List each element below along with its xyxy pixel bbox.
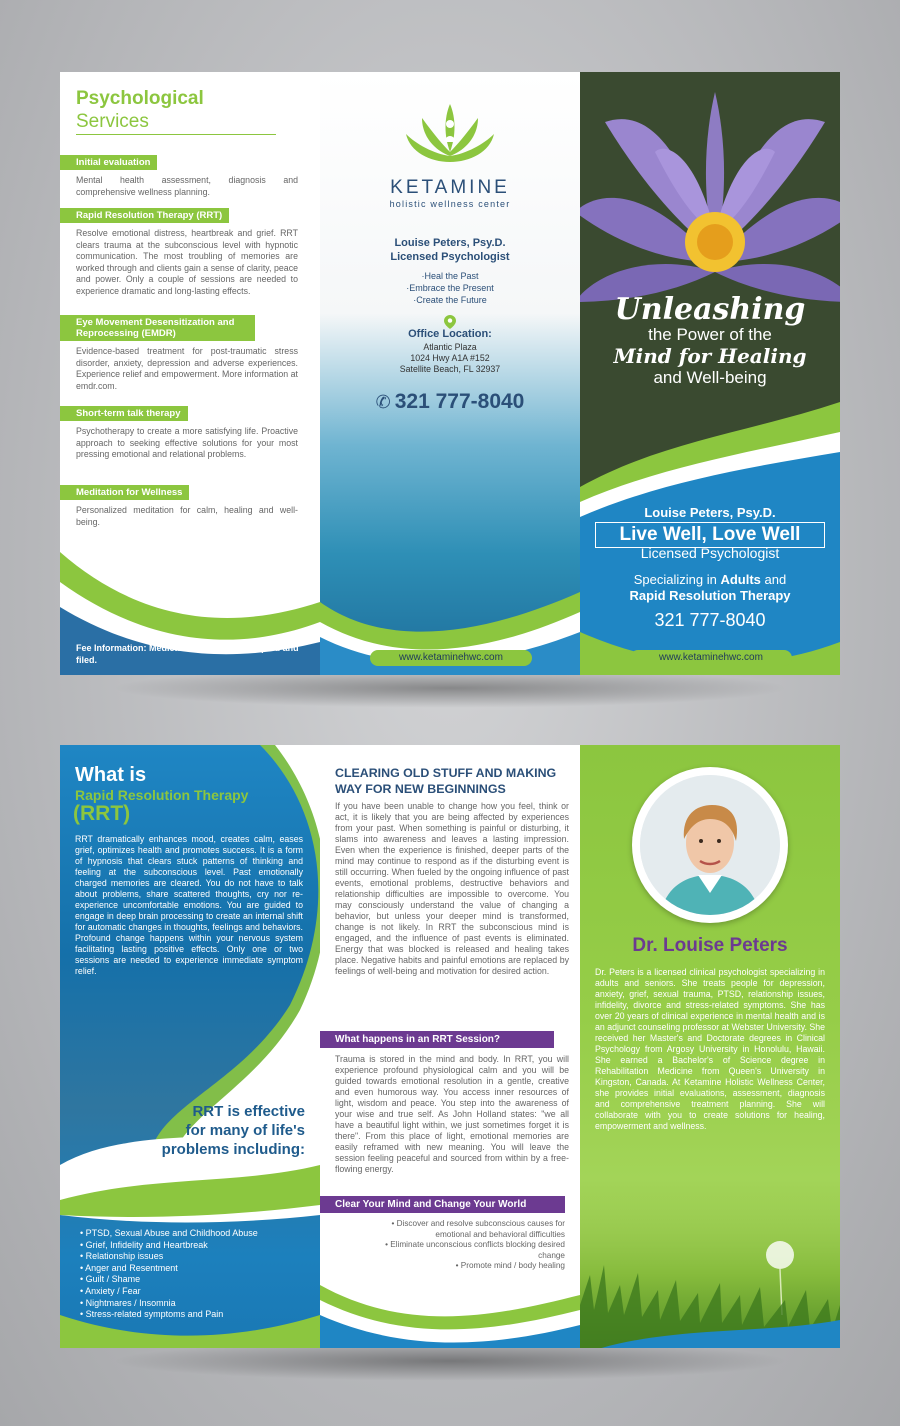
fee-info: Fee Information: Medicare and Tricare accepted and filed.: [76, 643, 299, 665]
lotus-logo-icon: [400, 96, 500, 176]
service-tag: Short-term talk therapy: [60, 406, 188, 421]
cover-panel: [580, 72, 840, 675]
clear-heading: Clear Your Mind and Change Your World: [320, 1196, 565, 1213]
service-item: [60, 403, 320, 461]
doctor-name: Louise Peters, Psy.D.: [644, 505, 776, 520]
bio-body: Dr. Peters is a licensed clinical psychologist specializing in adults and seniors. She treats people for depression, anxiety, grief, sexual trauma, PTSD, relationship issues, infidelity, divorce and stress-related symptoms. She has over 20 years of clinical experience in mental health and is an adjunct counseling professor at Webster University. She received her Master's and Doctorate degrees in Clinical Psychology from Argosy University in Honolulu, Hawaii. She earned a Bachelor's of Science degree in Rehabilitation Medicine from Queen's University in Kingston, Canada. At Ketamine Holistic Wellness Center, she provides initial evaluations, assessment, diagnosis and comprehensive treatment planning. She will collaborate with you to create solutions for healing, empowerment and wellness.: [595, 967, 825, 1131]
website-link[interactable]: www.ketaminehwc.com: [370, 650, 532, 666]
problems-list: [80, 1228, 310, 1321]
motto-list: ·Heal the Past ·Embrace the Present ·Create the Future: [406, 271, 494, 305]
office-address: Atlantic Plaza 1024 Hwy A1A #152 Satellite Beach, FL 32937: [399, 342, 501, 374]
list-item: • Relationship issues: [80, 1251, 164, 1262]
contact-panel: [320, 72, 580, 675]
service-desc: Psychotherapy to create a more satisfying life. Proactive approach to seeking effective solutions for your most pressing emotional and relational problems.: [76, 426, 298, 459]
rrt-heading: What is: [75, 764, 147, 786]
phone-number: ✆ 321 777-8040: [375, 390, 525, 413]
session-heading: What happens in an RRT Session?: [320, 1031, 554, 1048]
list-item: • Nightmares / Insomnia: [80, 1297, 176, 1308]
brochure-outside: [60, 72, 840, 675]
rrt-subheading: Rapid Resolution Therapy: [75, 787, 249, 803]
services-title: Psychological Services: [76, 88, 204, 132]
tagline: Live Well, Love Well: [595, 522, 825, 548]
rrt-effective-heading: RRT is effective for many of life's problems including:: [161, 1103, 305, 1158]
location-pin-icon: [444, 315, 456, 329]
service-desc: Personalized meditation for calm, healing and well-being.: [76, 505, 298, 527]
website-link[interactable]: www.ketaminehwc.com: [630, 650, 792, 666]
service-desc: Evidence-based treatment for post-traumatic stress disorder, anxiety, depression and adverse experiences. Experience relief and empowerment. More information at emdr.com.: [76, 346, 298, 391]
brochure-inside: [60, 745, 840, 1348]
rrt-abbr: (RRT): [73, 802, 131, 825]
specialization: Specializing in Adults and Rapid Resolution Therapy: [629, 572, 791, 603]
service-tag: Eye Movement Desensitization and Reprocessing (EMDR): [60, 315, 255, 341]
bio-panel: [580, 745, 840, 1348]
cover-slogan: Unleashing the Power of the Mind for Healing and Well-being: [613, 292, 807, 387]
service-item: [60, 152, 320, 198]
list-item: • Promote mind / body healing: [455, 1261, 565, 1270]
phone-icon: ✆: [375, 392, 391, 412]
service-desc: Resolve emotional distress, heartbreak and grief. RRT clears trauma at the subconscious level with hypnotic communication. The most troubling of memories are worked through and clients gain a sense of clarity, peace and power. Only a couple of sessions are needed to experience dramatic and long-lasting effects.: [76, 228, 298, 296]
brand-name: KETAMINE: [390, 177, 510, 198]
list-item: • Discover and resolve subconscious causes for emotional and behavioral difficulties: [391, 1219, 565, 1239]
doctor-name: Louise Peters, Psy.D. Licensed Psychologist: [390, 237, 510, 263]
list-item: • Grief, Infidelity and Heartbreak: [80, 1239, 208, 1250]
avatar: [640, 775, 780, 915]
session-body: Trauma is stored in the mind and body. In RRT, you will experience profound physiological calm and you will be guided towards emotional resolution in a gentle, creative and even humorous way. You access inner resources of light, wisdom and peace. You step into the awareness of your wise and true self. As John Holland states: "we all have a beautiful light within, we just sometimes forget it is there". From this place of light, emotional memories are easily reframed with new meaning. You will leave the session feeling peaceful and sourced from within by a free-flowing energy.: [335, 1054, 569, 1174]
service-item: [60, 315, 320, 392]
clearing-panel: [320, 745, 580, 1348]
service-desc: Mental health assessment, diagnosis and comprehensive wellness planning.: [76, 175, 298, 197]
title-divider: [76, 134, 276, 135]
rrt-panel: [60, 745, 320, 1348]
list-item: • Anxiety / Fear: [80, 1285, 141, 1296]
list-item: • Guilt / Shame: [80, 1274, 141, 1285]
service-item: [60, 205, 320, 297]
list-item: • Anger and Resentment: [80, 1262, 178, 1273]
list-item: • PTSD, Sexual Abuse and Childhood Abuse: [80, 1228, 258, 1238]
cover-phone: 321 777-8040: [654, 610, 766, 630]
office-heading: Office Location:: [408, 328, 492, 340]
wave-decoration: [320, 1265, 580, 1348]
doctor-role: Licensed Psychologist: [640, 545, 780, 561]
clearing-body: If you have been unable to change how you feel, think or act, it is likely that you are being affected by experiences from your past. When something is painful or disturbing, it slams into awareness and leaves a lasting impression. Even when the experience is finished, deeper parts of the mind may continue to respond as if the disturbing event is still occurring. When fueled by the ongoing influence of past events, emotional problems, destructive behaviors and relationship difficulties are impossible to overcome. You may consciously understand the value of changing a behavior, but unless your deeper mind is transformed, change is not likely. In RRT the subconscious mind is engaged, and the influence of past events is eliminated. Energy that was blocked is released and healing takes place. Negative habits and painful emotions are replaced by feelings of well-being and motivation for desired action.: [335, 801, 569, 976]
rrt-body: RRT dramatically enhances mood, creates calm, eases grief, optimizes health and promotes success. It is a form of hypnosis that clears stuck patterns of thinking and feeling at the subconscious level. Past emotionally charged memories are cleared. You do not have to talk about problems, share scattered thoughts, cry nor re-experience uncomfortable emotions. You are guided to engage in deep brain processing to create an internal shift for automatic changes in thoughts, feelings and behaviors. Profound change happens within your nervous system facilitating lasting positive effects. Only one or two sessions are needed to experience immediate symptom relief.: [75, 834, 303, 976]
clear-list: [365, 1219, 565, 1272]
brand-subtitle: holistic wellness center: [389, 199, 511, 209]
clearing-heading: CLEARING OLD STUFF AND MAKING WAY FOR NEW BEGINNINGS: [335, 766, 557, 796]
service-tag: Rapid Resolution Therapy (RRT): [60, 208, 229, 223]
portrait-icon: [640, 775, 780, 915]
list-item: • Stress-related symptoms and Pain: [80, 1309, 224, 1320]
service-tag: Meditation for Wellness: [60, 485, 189, 500]
list-item: • Eliminate unconscious conflicts blocking desired change: [385, 1240, 565, 1260]
service-tag: Initial evaluation: [60, 155, 157, 170]
services-panel: [60, 72, 320, 675]
grass-decoration: [580, 1195, 840, 1348]
bio-name: Dr. Louise Peters: [632, 935, 788, 956]
